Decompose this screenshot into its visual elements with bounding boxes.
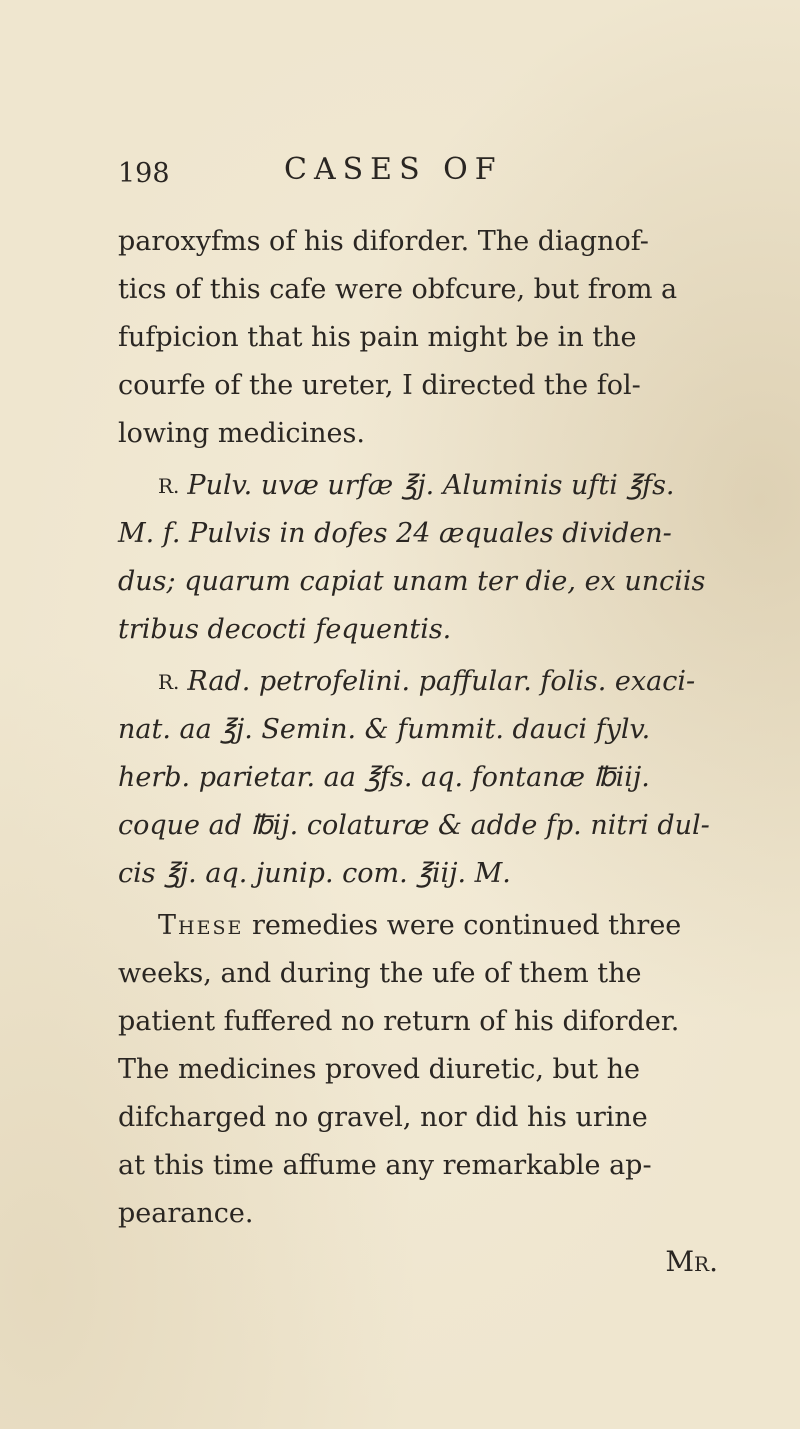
recipe-text: nat. aa ℥j. Semin. & fummit. dauci fylv.	[118, 714, 651, 745]
prescription-2	[118, 658, 718, 898]
recipe-text: dus; quarum capiat unam ter die, ex unciis	[118, 566, 706, 597]
recipe-text: coque ad ℔ij. colaturæ & adde fp. nitri dul-	[118, 810, 710, 841]
text-line: pearance.	[118, 1198, 254, 1229]
recipe-text: cis ℥j. aq. junip. com. ℥iij. M.	[118, 858, 511, 889]
recipe-symbol: R.	[158, 670, 180, 694]
text-span: remedies were continued three	[251, 910, 682, 941]
paragraph-2	[118, 902, 718, 1286]
catchword: Mr.	[665, 1245, 718, 1278]
lead-word: These	[158, 910, 244, 941]
recipe-line	[118, 558, 718, 606]
recipe-text: Pulv. uvæ urfæ ℥j. Aluminis ufti ℥fs.	[187, 470, 675, 501]
text-line: difcharged no gravel, nor did his urine	[118, 1102, 648, 1133]
prescription-1	[118, 462, 718, 654]
recipe-line	[118, 462, 718, 510]
recipe-line	[118, 754, 718, 802]
text-line: patient fuffered no return of his diforder.	[118, 1006, 680, 1037]
recipe-symbol: R.	[158, 474, 180, 498]
recipe-line	[118, 706, 718, 754]
page-number: 198	[118, 158, 170, 189]
recipe-line	[118, 658, 718, 706]
text-line: paroxyfms of his diforder. The diagnof-	[118, 226, 649, 257]
catchword-line	[118, 1238, 718, 1286]
running-head: CASES OF	[284, 152, 503, 187]
text-line	[118, 902, 718, 950]
recipe-line	[118, 510, 718, 558]
text-line: at this time affume any remarkable ap-	[118, 1150, 652, 1181]
recipe-text: tribus decocti fequentis.	[118, 614, 452, 645]
recipe-text: M. f. Pulvis in dofes 24 æquales dividen-	[118, 518, 672, 549]
recipe-line	[118, 802, 718, 850]
text-line: fufpicion that his pain might be in the	[118, 322, 637, 353]
recipe-line	[118, 606, 718, 654]
text-line: weeks, and during the ufe of them the	[118, 958, 642, 989]
text-line: The medicines proved diuretic, but he	[118, 1054, 641, 1085]
text-line: tics of this cafe were obfcure, but from a	[118, 274, 678, 305]
page-header	[118, 152, 718, 202]
recipe-line	[118, 850, 718, 898]
paragraph-1	[118, 218, 718, 458]
recipe-text: herb. parietar. aa ℥fs. aq. fontanæ ℔iij.	[118, 762, 650, 793]
recipe-text: Rad. petrofelini. paffular. folis. exaci-	[187, 666, 696, 697]
text-line: courfe of the ureter, I directed the fol-	[118, 370, 641, 401]
text-line: lowing medicines.	[118, 418, 365, 449]
